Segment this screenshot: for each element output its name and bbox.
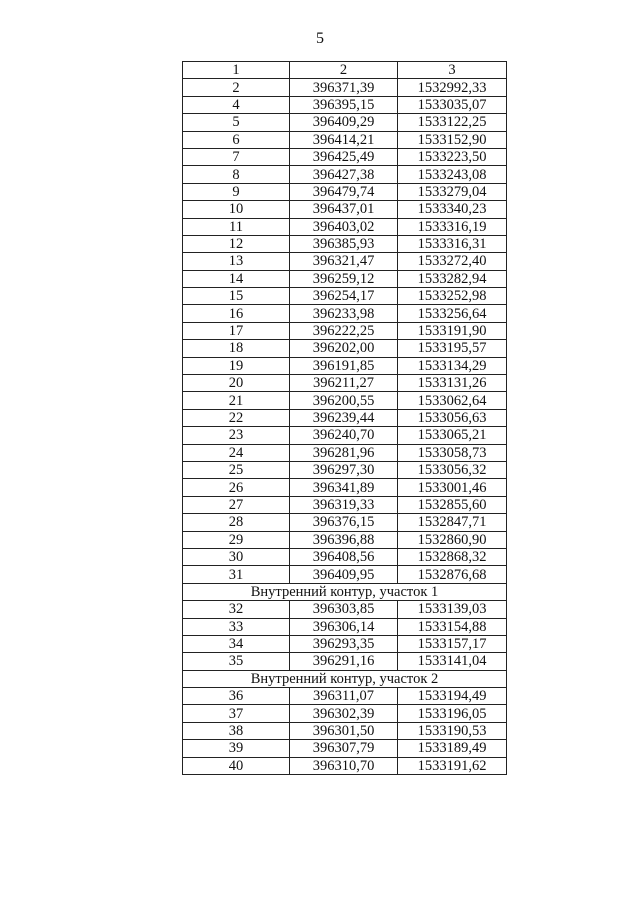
point-number-cell: 31 [183, 566, 290, 583]
y-coordinate-cell: 1533141,04 [398, 653, 507, 670]
x-coordinate-cell: 396319,33 [290, 496, 398, 513]
y-coordinate-cell: 1533152,90 [398, 131, 507, 148]
x-coordinate-cell: 396259,12 [290, 270, 398, 287]
point-number-cell: 36 [183, 688, 290, 705]
y-coordinate-cell: 1533122,25 [398, 114, 507, 131]
table-row [183, 79, 507, 96]
table-row [183, 427, 507, 444]
y-coordinate-cell: 1533243,08 [398, 166, 507, 183]
table-header-row [183, 62, 507, 79]
table-row [183, 444, 507, 461]
x-coordinate-cell: 396233,98 [290, 305, 398, 322]
table-row [183, 357, 507, 374]
x-coordinate-cell: 396239,44 [290, 409, 398, 426]
point-number-cell: 24 [183, 444, 290, 461]
column-header: 1 [183, 62, 290, 79]
x-coordinate-cell: 396427,38 [290, 166, 398, 183]
x-coordinate-cell: 396211,27 [290, 375, 398, 392]
x-coordinate-cell: 396376,15 [290, 514, 398, 531]
x-coordinate-cell: 396396,88 [290, 531, 398, 548]
coordinates-table-body [183, 62, 507, 775]
point-number-cell: 34 [183, 635, 290, 652]
y-coordinate-cell: 1533139,03 [398, 601, 507, 618]
point-number-cell: 2 [183, 79, 290, 96]
table-row [183, 757, 507, 774]
y-coordinate-cell: 1533195,57 [398, 340, 507, 357]
table-row [183, 479, 507, 496]
x-coordinate-cell: 396409,29 [290, 114, 398, 131]
y-coordinate-cell: 1533340,23 [398, 201, 507, 218]
x-coordinate-cell: 396408,56 [290, 548, 398, 565]
point-number-cell: 28 [183, 514, 290, 531]
point-number-cell: 14 [183, 270, 290, 287]
x-coordinate-cell: 396307,79 [290, 740, 398, 757]
y-coordinate-cell: 1532992,33 [398, 79, 507, 96]
table-row [183, 288, 507, 305]
y-coordinate-cell: 1533279,04 [398, 183, 507, 200]
section-title-row [183, 583, 507, 600]
column-header: 2 [290, 62, 398, 79]
x-coordinate-cell: 396302,39 [290, 705, 398, 722]
x-coordinate-cell: 396306,14 [290, 618, 398, 635]
coordinates-table [182, 61, 507, 775]
y-coordinate-cell: 1532868,32 [398, 548, 507, 565]
point-number-cell: 15 [183, 288, 290, 305]
table-row [183, 148, 507, 165]
point-number-cell: 33 [183, 618, 290, 635]
y-coordinate-cell: 1533001,46 [398, 479, 507, 496]
y-coordinate-cell: 1533196,05 [398, 705, 507, 722]
y-coordinate-cell: 1533194,49 [398, 688, 507, 705]
section-title: Внутренний контур, участок 2 [183, 670, 507, 687]
y-coordinate-cell: 1533131,26 [398, 375, 507, 392]
point-number-cell: 13 [183, 253, 290, 270]
point-number-cell: 26 [183, 479, 290, 496]
point-number-cell: 39 [183, 740, 290, 757]
y-coordinate-cell: 1533065,21 [398, 427, 507, 444]
point-number-cell: 17 [183, 322, 290, 339]
y-coordinate-cell: 1533056,63 [398, 409, 507, 426]
y-coordinate-cell: 1533223,50 [398, 148, 507, 165]
point-number-cell: 27 [183, 496, 290, 513]
y-coordinate-cell: 1533062,64 [398, 392, 507, 409]
section-title: Внутренний контур, участок 1 [183, 583, 507, 600]
point-number-cell: 16 [183, 305, 290, 322]
y-coordinate-cell: 1533256,64 [398, 305, 507, 322]
point-number-cell: 30 [183, 548, 290, 565]
x-coordinate-cell: 396437,01 [290, 201, 398, 218]
x-coordinate-cell: 396310,70 [290, 757, 398, 774]
point-number-cell: 12 [183, 235, 290, 252]
table-row [183, 183, 507, 200]
table-row [183, 235, 507, 252]
page-number: 5 [316, 30, 324, 47]
y-coordinate-cell: 1532876,68 [398, 566, 507, 583]
point-number-cell: 11 [183, 218, 290, 235]
point-number-cell: 20 [183, 375, 290, 392]
point-number-cell: 32 [183, 601, 290, 618]
point-number-cell: 37 [183, 705, 290, 722]
y-coordinate-cell: 1532847,71 [398, 514, 507, 531]
table-row [183, 201, 507, 218]
table-row [183, 618, 507, 635]
point-number-cell: 9 [183, 183, 290, 200]
table-row [183, 566, 507, 583]
point-number-cell: 25 [183, 461, 290, 478]
point-number-cell: 35 [183, 653, 290, 670]
point-number-cell: 21 [183, 392, 290, 409]
column-header: 3 [398, 62, 507, 79]
point-number-cell: 7 [183, 148, 290, 165]
table-row [183, 131, 507, 148]
table-row [183, 705, 507, 722]
point-number-cell: 6 [183, 131, 290, 148]
section-title-row [183, 670, 507, 687]
table-row [183, 409, 507, 426]
y-coordinate-cell: 1533252,98 [398, 288, 507, 305]
x-coordinate-cell: 396479,74 [290, 183, 398, 200]
x-coordinate-cell: 396202,00 [290, 340, 398, 357]
y-coordinate-cell: 1533154,88 [398, 618, 507, 635]
point-number-cell: 22 [183, 409, 290, 426]
y-coordinate-cell: 1533035,07 [398, 96, 507, 113]
x-coordinate-cell: 396254,17 [290, 288, 398, 305]
x-coordinate-cell: 396341,89 [290, 479, 398, 496]
table-row [183, 166, 507, 183]
table-row [183, 305, 507, 322]
table-row [183, 114, 507, 131]
point-number-cell: 18 [183, 340, 290, 357]
x-coordinate-cell: 396222,25 [290, 322, 398, 339]
point-number-cell: 8 [183, 166, 290, 183]
point-number-cell: 23 [183, 427, 290, 444]
x-coordinate-cell: 396395,15 [290, 96, 398, 113]
x-coordinate-cell: 396414,21 [290, 131, 398, 148]
table-row [183, 375, 507, 392]
table-row [183, 96, 507, 113]
y-coordinate-cell: 1533316,31 [398, 235, 507, 252]
point-number-cell: 19 [183, 357, 290, 374]
table-row [183, 688, 507, 705]
y-coordinate-cell: 1533191,62 [398, 757, 507, 774]
table-row [183, 635, 507, 652]
y-coordinate-cell: 1533157,17 [398, 635, 507, 652]
table-row [183, 601, 507, 618]
table-row [183, 653, 507, 670]
table-row [183, 740, 507, 757]
table-row [183, 322, 507, 339]
y-coordinate-cell: 1533191,90 [398, 322, 507, 339]
x-coordinate-cell: 396409,95 [290, 566, 398, 583]
x-coordinate-cell: 396240,70 [290, 427, 398, 444]
y-coordinate-cell: 1532855,60 [398, 496, 507, 513]
table-row [183, 722, 507, 739]
y-coordinate-cell: 1533056,32 [398, 461, 507, 478]
point-number-cell: 5 [183, 114, 290, 131]
point-number-cell: 40 [183, 757, 290, 774]
x-coordinate-cell: 396385,93 [290, 235, 398, 252]
y-coordinate-cell: 1533282,94 [398, 270, 507, 287]
x-coordinate-cell: 396403,02 [290, 218, 398, 235]
table-row [183, 340, 507, 357]
table-row [183, 461, 507, 478]
x-coordinate-cell: 396281,96 [290, 444, 398, 461]
point-number-cell: 4 [183, 96, 290, 113]
x-coordinate-cell: 396291,16 [290, 653, 398, 670]
x-coordinate-cell: 396301,50 [290, 722, 398, 739]
point-number-cell: 38 [183, 722, 290, 739]
x-coordinate-cell: 396191,85 [290, 357, 398, 374]
x-coordinate-cell: 396321,47 [290, 253, 398, 270]
table-row [183, 253, 507, 270]
table-row [183, 531, 507, 548]
table-row [183, 514, 507, 531]
x-coordinate-cell: 396200,55 [290, 392, 398, 409]
table-row [183, 548, 507, 565]
y-coordinate-cell: 1533316,19 [398, 218, 507, 235]
y-coordinate-cell: 1533190,53 [398, 722, 507, 739]
x-coordinate-cell: 396303,85 [290, 601, 398, 618]
y-coordinate-cell: 1533134,29 [398, 357, 507, 374]
table-row [183, 496, 507, 513]
x-coordinate-cell: 396425,49 [290, 148, 398, 165]
point-number-cell: 29 [183, 531, 290, 548]
x-coordinate-cell: 396371,39 [290, 79, 398, 96]
x-coordinate-cell: 396297,30 [290, 461, 398, 478]
y-coordinate-cell: 1533272,40 [398, 253, 507, 270]
point-number-cell: 10 [183, 201, 290, 218]
table-row [183, 218, 507, 235]
table-row [183, 392, 507, 409]
y-coordinate-cell: 1533058,73 [398, 444, 507, 461]
y-coordinate-cell: 1533189,49 [398, 740, 507, 757]
table-row [183, 270, 507, 287]
x-coordinate-cell: 396311,07 [290, 688, 398, 705]
y-coordinate-cell: 1532860,90 [398, 531, 507, 548]
x-coordinate-cell: 396293,35 [290, 635, 398, 652]
